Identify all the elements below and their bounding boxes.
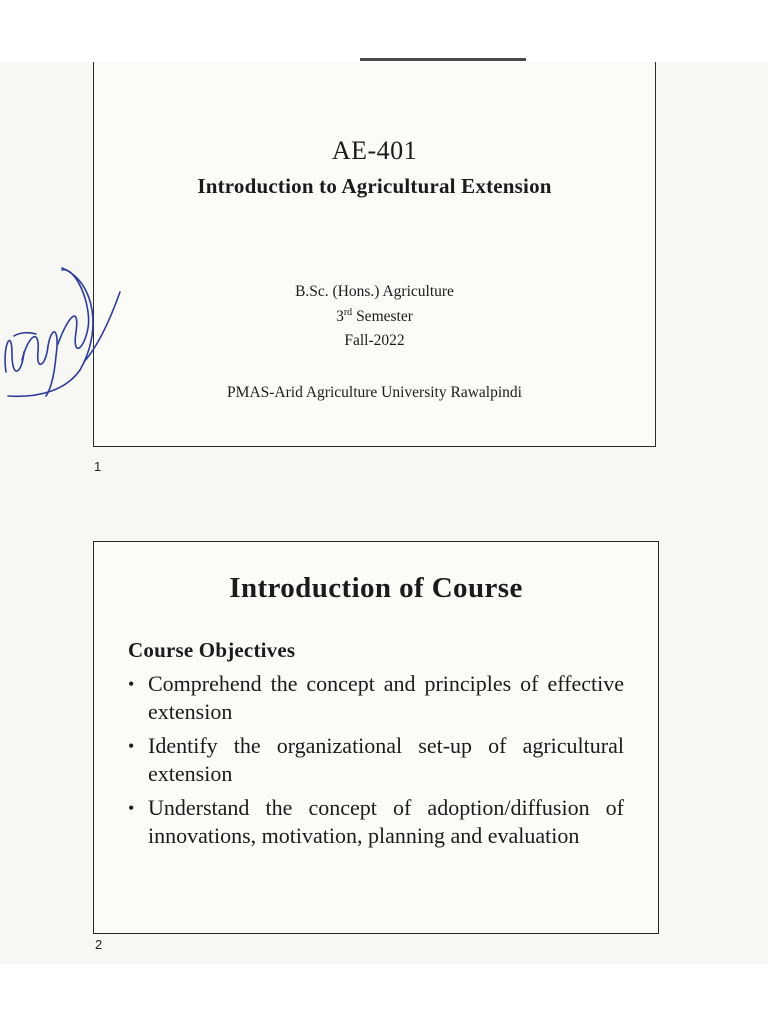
objective-text: Comprehend the concept and principles of effective extension [148,671,624,724]
semester [94,307,655,326]
degree-program: B.Sc. (Hons.) Agriculture [295,283,454,300]
semester-suffix: rd [343,307,353,318]
page-number-1: 1 [94,459,102,474]
slide-1-title-slide [93,62,656,447]
university-name: PMAS-Arid Agriculture University Rawalpindi [227,384,522,401]
slide-title: Introduction of Course [229,572,523,604]
objective-text: Identify the organizational set-up of agricultural extension [148,733,624,786]
list-item [128,670,624,726]
signature-stroke [22,332,57,396]
objective-text: Understand the concept of adoption/diffusion of innovations, motivation, planning and evaluation [148,795,624,848]
section-heading: Course Objectives [128,638,296,662]
scan-edge-mark [360,58,526,61]
scan-top-margin [0,0,768,62]
signature-stroke [14,333,36,336]
signature-stroke [58,270,89,349]
semester-number: 3 [336,308,344,326]
scan-bottom-margin [0,964,768,1024]
bullet-icon: • [128,798,135,818]
slide-2-course-introduction [93,541,659,934]
signature-stroke [84,292,120,362]
academic-term: Fall-2022 [344,332,405,349]
bullet-icon: • [128,736,135,756]
course-title: Introduction to Agricultural Extension [197,174,552,198]
handwritten-signature [0,262,125,402]
page-number-2: 2 [95,937,103,952]
course-code: AE-401 [331,136,418,165]
objectives-list [128,670,624,856]
list-item [128,794,624,850]
list-item [128,732,624,788]
semester-word: Semester [356,308,413,326]
bullet-icon: • [128,674,135,694]
signature-stroke [5,340,24,372]
